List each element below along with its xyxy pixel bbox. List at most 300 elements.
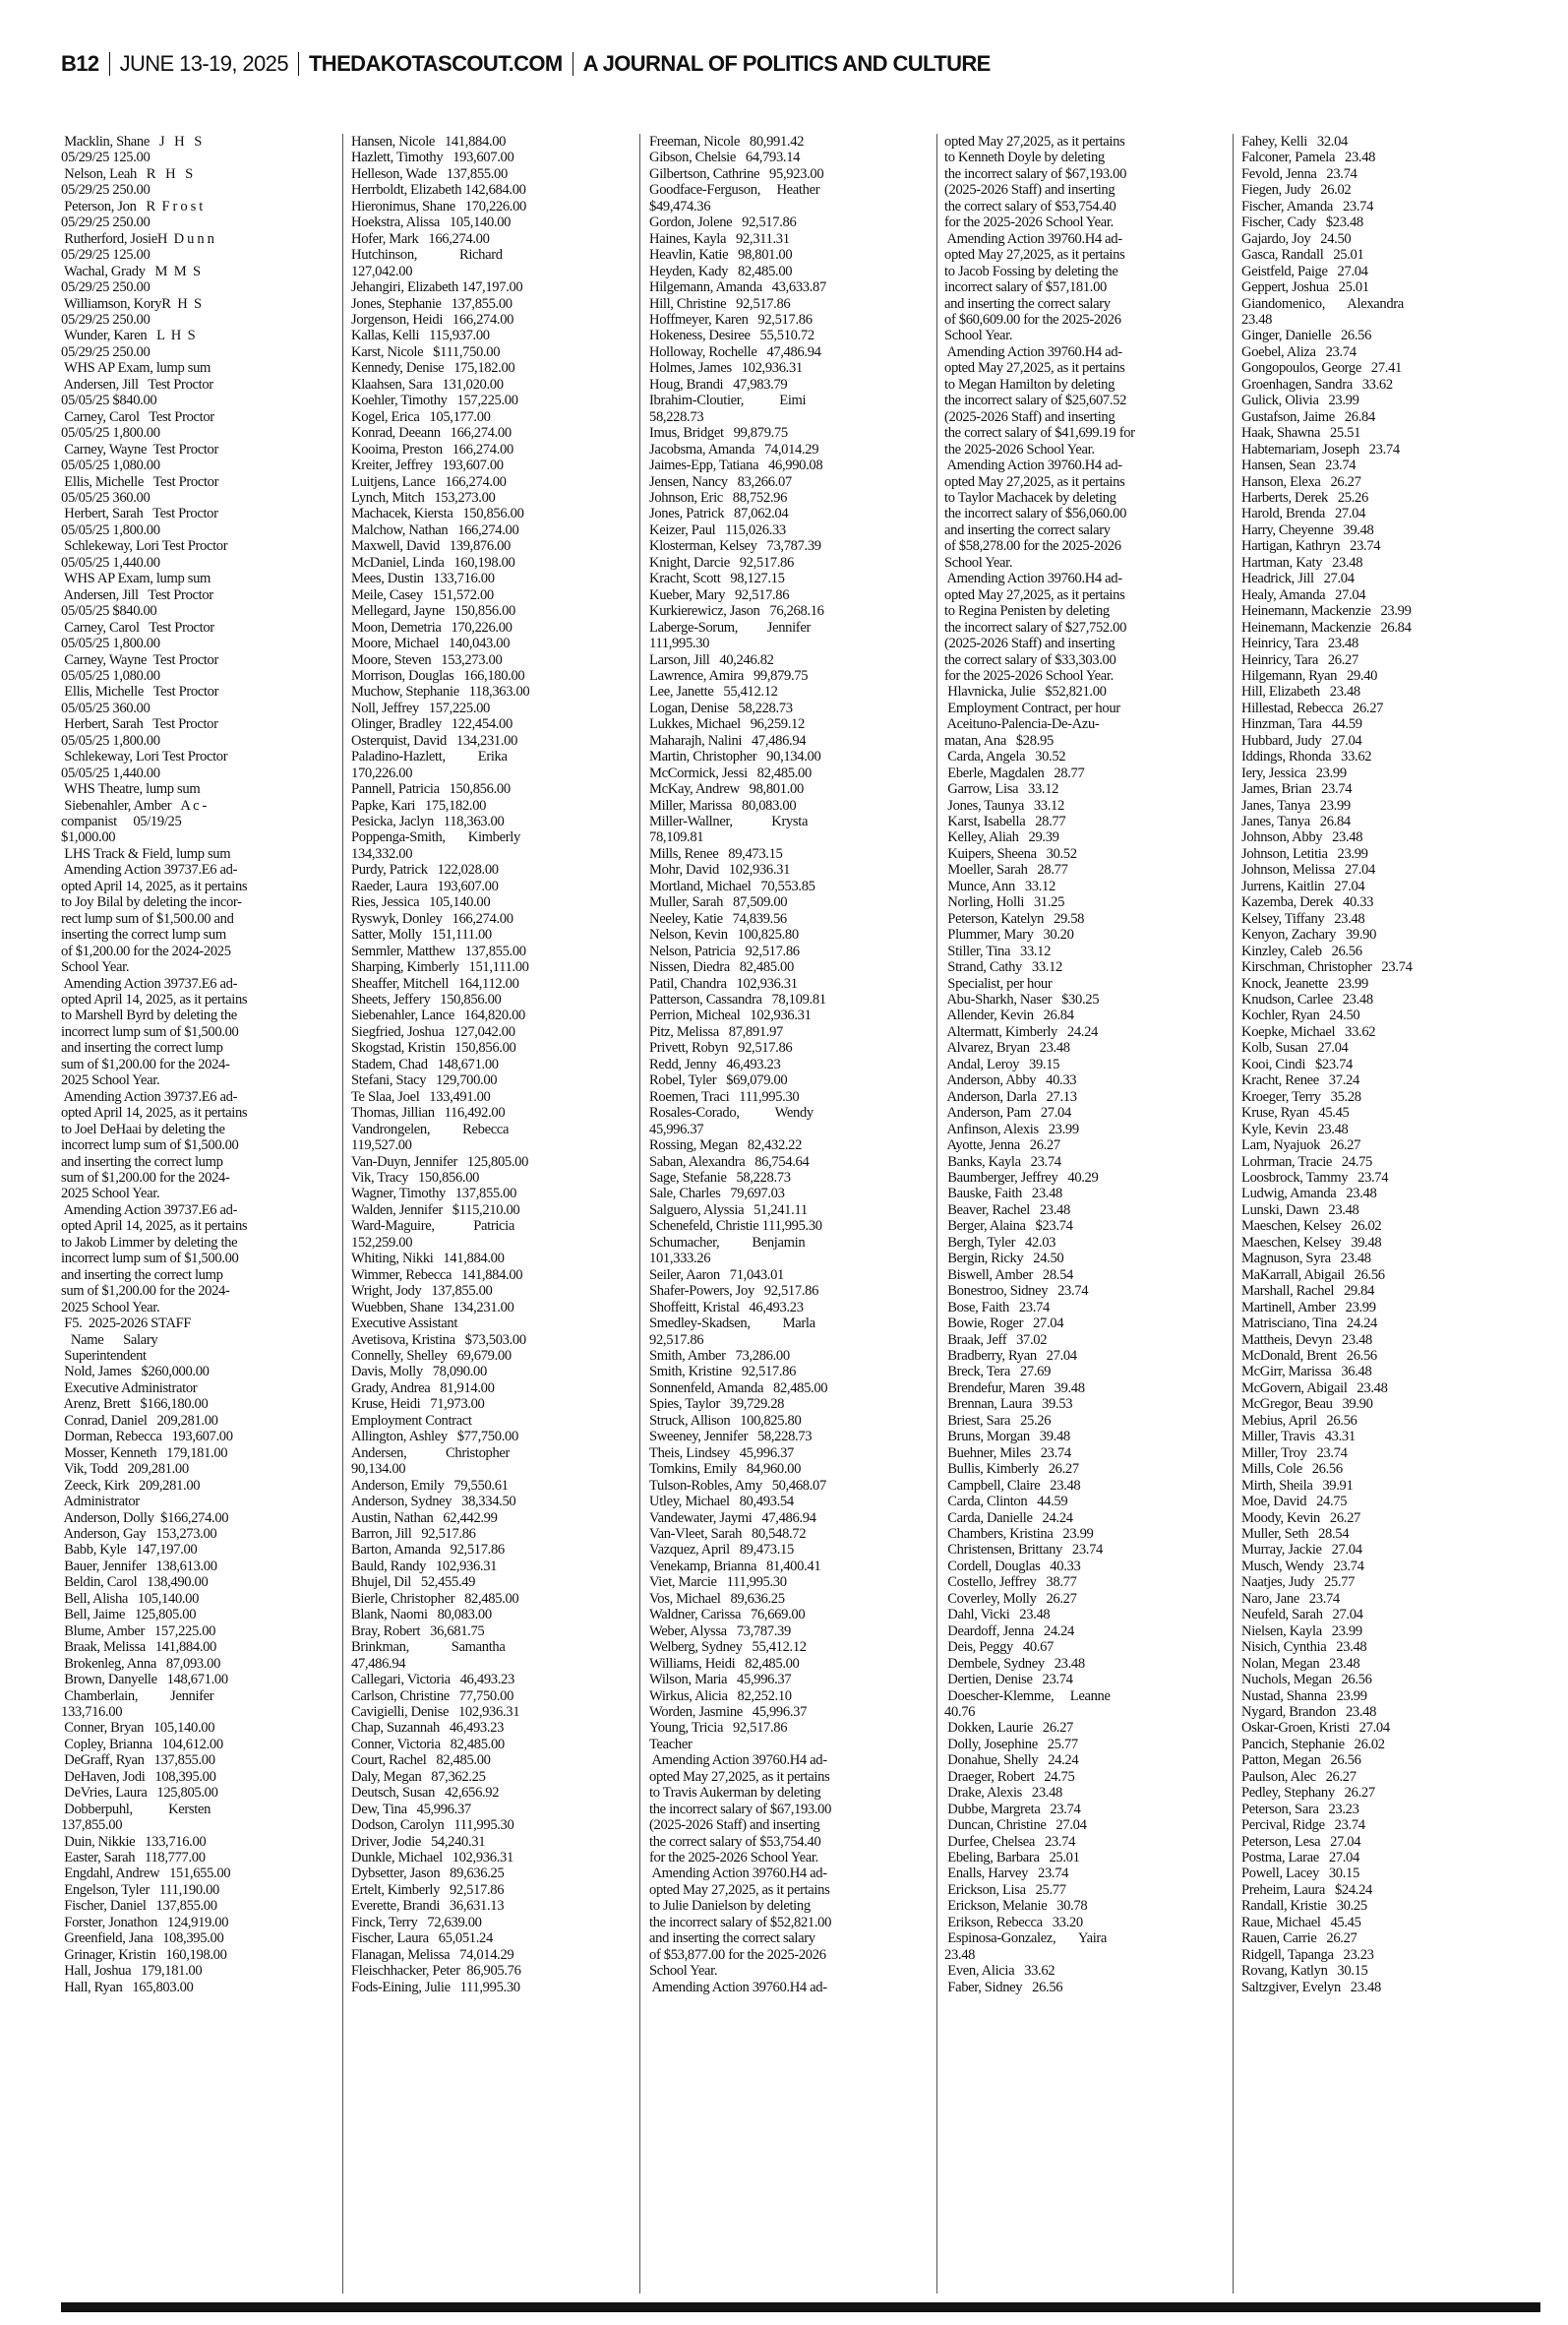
text-line: 05/05/25 $840.00: [61, 393, 157, 409]
text-line: Mebius, April 26.56: [1241, 1412, 1357, 1429]
text-line: Nisich, Cynthia 23.48: [1241, 1639, 1367, 1656]
text-line: (2025-2026 Staff) and inserting: [944, 636, 1116, 652]
text-line: McCormick, Jessi 82,485.00: [649, 765, 812, 781]
text-line: Kochler, Ryan 24.50: [1241, 1008, 1360, 1024]
text-line: Dokken, Laurie 26.27: [944, 1720, 1073, 1737]
text-line: Percival, Ridge 23.74: [1241, 1817, 1365, 1834]
text-line: Naatjes, Judy 25.77: [1241, 1574, 1356, 1591]
text-line: WHS AP Exam, lump sum: [61, 360, 211, 377]
text-line: Patton, Megan 26.56: [1241, 1752, 1361, 1769]
text-line: Shafer-Powers, Joy 92,517.86: [649, 1283, 819, 1300]
text-line: Doescher-Klemme, Leanne: [944, 1687, 1111, 1704]
text-line: Miller, Troy 23.74: [1241, 1444, 1348, 1461]
text-line: Habtemariam, Joseph 23.74: [1241, 441, 1400, 458]
text-line: Executive Administrator: [61, 1379, 198, 1396]
text-line: Deutsch, Susan 42,656.92: [351, 1785, 500, 1802]
text-line: Brown, Danyelle 148,671.00: [61, 1672, 228, 1688]
text-line: Copley, Brianna 104,612.00: [61, 1736, 223, 1752]
text-line: Koehler, Timothy 157,225.00: [351, 393, 518, 409]
text-line: Dodson, Carolyn 111,995.30: [351, 1817, 514, 1834]
text-line: Erickson, Melanie 30.78: [944, 1898, 1088, 1915]
text-line: Anderson, Gay 153,273.00: [61, 1525, 217, 1542]
column-rule: [936, 134, 937, 2294]
text-line: Perrion, Micheal 102,936.31: [649, 1008, 812, 1024]
text-line: Hazlett, Timothy 193,607.00: [351, 150, 514, 166]
issue-date: JUNE 13-19, 2025: [119, 51, 288, 76]
text-line: Breck, Tera 27.69: [944, 1364, 1052, 1380]
text-line: Moody, Kevin 26.27: [1241, 1509, 1360, 1526]
text-line: Randall, Kristie 30.25: [1241, 1898, 1367, 1915]
text-line: 23.48: [944, 1946, 976, 1963]
text-line: Carney, Wayne Test Proctor: [61, 651, 218, 668]
text-line: Fischer, Amanda 23.74: [1241, 198, 1374, 214]
text-line: Bowie, Roger 27.04: [944, 1315, 1064, 1332]
text-line: Mills, Renee 89,473.15: [649, 845, 783, 862]
text-line: Nielsen, Kayla 23.99: [1241, 1622, 1362, 1639]
text-line: Loosbrock, Tammy 23.74: [1241, 1170, 1389, 1186]
text-line: Ludwig, Amanda 23.48: [1241, 1186, 1377, 1202]
text-line: to Jacob Fossing by deleting the: [944, 263, 1118, 279]
text-line: Struck, Allison 100,825.80: [649, 1412, 802, 1429]
text-line: Noll, Jeffrey 157,225.00: [351, 700, 491, 716]
text-line: Ibrahim-Cloutier, Eimi: [649, 393, 807, 409]
text-line: 137,855.00: [61, 1817, 123, 1834]
text-line: Nuchols, Megan 26.56: [1241, 1672, 1372, 1688]
text-line: the correct salary of $41,699.19 for: [944, 425, 1135, 442]
text-line: Dorman, Rebecca 193,607.00: [61, 1429, 233, 1445]
text-line: Nelson, Leah R H S: [61, 165, 193, 182]
text-line: $1,000.00: [61, 829, 116, 846]
text-line: Peterson, Lesa 27.04: [1241, 1833, 1361, 1850]
text-line: Bray, Robert 36,681.75: [351, 1622, 485, 1639]
text-line: Vandrongelen, Rebecca: [351, 1121, 510, 1137]
text-line: 05/05/25 1,800.00: [61, 636, 160, 652]
text-line: Erikson, Rebecca 33.20: [944, 1914, 1083, 1930]
text-line: Fods-Eining, Julie 111,995.30: [351, 1979, 520, 1995]
text-line: Briest, Sara 25.26: [944, 1412, 1052, 1429]
text-line: Kyle, Kevin 23.48: [1241, 1121, 1349, 1137]
text-line: Rauen, Carrie 26.27: [1241, 1930, 1357, 1947]
text-line: Bell, Alisha 105,140.00: [61, 1590, 200, 1607]
column-rule: [639, 134, 640, 2294]
text-line: opted April 14, 2025, as it pertains: [61, 1105, 248, 1122]
text-line: Miller, Marissa 80,083.00: [649, 797, 797, 814]
text-line: Smith, Amber 73,286.00: [649, 1347, 790, 1364]
text-line: Nustad, Shanna 23.99: [1241, 1687, 1367, 1704]
text-line: Privett, Robyn 92,517.86: [649, 1040, 793, 1057]
text-line: Fischer, Cady $23.48: [1241, 214, 1363, 231]
text-line: Gulick, Olivia 23.99: [1241, 393, 1359, 409]
text-line: Kracht, Renee 37.24: [1241, 1072, 1359, 1089]
text-line: Nissen, Diedra 82,485.00: [649, 959, 794, 976]
text-line: Kolb, Susan 27.04: [1241, 1040, 1349, 1057]
text-line: Strand, Cathy 33.12: [944, 959, 1062, 976]
text-line: Braak, Melissa 141,884.00: [61, 1639, 217, 1656]
text-line: 05/05/25 360.00: [61, 489, 151, 506]
text-line: Goodface-Ferguson, Heather: [649, 182, 820, 199]
text-line: Greenfield, Jana 108,395.00: [61, 1930, 224, 1947]
text-line: Tulson-Robles, Amy 50,468.07: [649, 1477, 826, 1494]
text-line: Anderson, Sydney 38,334.50: [351, 1494, 516, 1510]
text-line: Anfinson, Alexis 23.99: [944, 1121, 1079, 1137]
text-line: 05/05/25 1,080.00: [61, 458, 160, 474]
text-line: McKay, Andrew 98,801.00: [649, 781, 804, 798]
text-line: Johnson, Abby 23.48: [1241, 829, 1363, 846]
text-line: Johnson, Melissa 27.04: [1241, 862, 1375, 879]
text-line: Harold, Brenda 27.04: [1241, 506, 1366, 522]
text-line: Employment Contract: [351, 1412, 472, 1429]
text-line: Mattheis, Devyn 23.48: [1241, 1331, 1373, 1348]
text-line: 23.48: [1241, 311, 1273, 328]
text-line: Allington, Ashley $77,750.00: [351, 1429, 518, 1445]
text-line: to Jakob Limmer by deleting the: [61, 1234, 238, 1251]
text-line: James, Brian 23.74: [1241, 781, 1353, 798]
text-line: Bauske, Faith 23.48: [944, 1186, 1062, 1202]
text-line: (2025-2026 Staff) and inserting: [944, 182, 1116, 199]
column-3: [649, 134, 933, 1995]
text-line: McGirr, Marissa 36.48: [1241, 1364, 1372, 1380]
text-line: $49,474.36: [649, 198, 711, 214]
text-line: Easter, Sarah 118,777.00: [61, 1850, 206, 1866]
text-line: rect lump sum of $1,500.00 and: [61, 910, 234, 927]
text-line: 40.76: [944, 1703, 976, 1720]
text-line: Amending Action 39760.H4 ad-: [649, 1979, 827, 1995]
text-line: Kelley, Aliah 29.39: [944, 829, 1059, 846]
text-line: to Julie Danielson by deleting: [649, 1898, 811, 1915]
text-line: Vazquez, April 89,473.15: [649, 1542, 794, 1559]
text-line: Court, Rachel 82,485.00: [351, 1752, 491, 1769]
text-line: Hofer, Mark 166,274.00: [351, 230, 490, 247]
text-line: Freeman, Nicole 80,991.42: [649, 134, 805, 150]
text-line: matan, Ana $28.95: [944, 732, 1054, 749]
text-line: Lawrence, Amira 99,879.75: [649, 667, 809, 684]
text-line: Amending Action 39737.E6 ad-: [61, 862, 238, 879]
text-line: Matrisciano, Tina 24.24: [1241, 1315, 1377, 1332]
text-line: Purdy, Patrick 122,028.00: [351, 862, 499, 879]
text-line: Chamberlain, Jennifer: [61, 1687, 214, 1704]
text-line: Lee, Janette 55,412.12: [649, 684, 778, 701]
text-line: the incorrect salary of $67,193.00: [649, 1801, 832, 1817]
text-line: Wirkus, Alicia 82,252.10: [649, 1687, 792, 1704]
text-line: Ryswyk, Donley 166,274.00: [351, 910, 513, 927]
text-line: Kallas, Kelli 115,937.00: [351, 328, 490, 344]
text-line: Te Slaa, Joel 133,491.00: [351, 1088, 491, 1105]
text-line: Larson, Jill 40,246.82: [649, 651, 774, 668]
text-line: 111,995.30: [649, 636, 710, 652]
text-line: Rosales-Corado, Wendy: [649, 1105, 814, 1122]
text-line: Carney, Carol Test Proctor: [61, 619, 214, 636]
text-line: Tomkins, Emily 84,960.00: [649, 1461, 802, 1478]
text-line: Schenefeld, Christie 111,995.30: [649, 1218, 822, 1235]
text-line: Avetisova, Kristina $73,503.00: [351, 1331, 526, 1348]
text-line: Even, Alicia 33.62: [944, 1963, 1055, 1980]
text-line: Hansen, Sean 23.74: [1241, 458, 1357, 474]
text-line: Kracht, Scott 98,127.15: [649, 571, 785, 587]
text-line: Fischer, Laura 65,051.24: [351, 1930, 493, 1947]
text-line: Ellis, Michelle Test Proctor: [61, 684, 219, 701]
text-line: Hubbard, Judy 27.04: [1241, 732, 1362, 749]
text-line: to Joel DeHaai by deleting the: [61, 1121, 225, 1137]
text-line: opted May 27,2025, as it pertains: [944, 247, 1125, 264]
text-line: Maeschen, Kelsey 26.02: [1241, 1218, 1382, 1235]
text-line: Healy, Amanda 27.04: [1241, 586, 1366, 603]
text-line: Ward-Maguire, Patricia: [351, 1218, 514, 1235]
text-line: Mirth, Sheila 39.91: [1241, 1477, 1354, 1494]
text-line: Name Salary: [61, 1331, 158, 1348]
text-line: Sharping, Kimberly 151,111.00: [351, 959, 529, 976]
text-line: Nygard, Brandon 23.48: [1241, 1703, 1377, 1720]
text-line: Jurrens, Kaitlin 27.04: [1241, 878, 1365, 894]
text-line: School Year.: [649, 1963, 718, 1980]
text-line: Lam, Nyajuok 26.27: [1241, 1137, 1361, 1154]
text-line: Robel, Tyler $69,079.00: [649, 1072, 788, 1089]
text-line: Konrad, Deeann 166,274.00: [351, 425, 512, 442]
text-line: Thomas, Jillian 116,492.00: [351, 1105, 506, 1122]
text-line: the 2025-2026 School Year.: [944, 441, 1095, 458]
text-line: 05/29/25 250.00: [61, 214, 151, 231]
text-line: Duin, Nikkie 133,716.00: [61, 1833, 207, 1850]
text-line: Herbert, Sarah Test Proctor: [61, 716, 218, 733]
text-line: School Year.: [61, 959, 130, 976]
text-line: 05/29/25 250.00: [61, 343, 151, 360]
text-line: Gustafson, Jaime 26.84: [1241, 408, 1375, 425]
text-line: 152,259.00: [351, 1234, 413, 1251]
text-line: Herbert, Sarah Test Proctor: [61, 506, 218, 522]
text-line: Kirschman, Christopher 23.74: [1241, 959, 1413, 976]
text-line: Gongopoulos, George 27.41: [1241, 360, 1402, 377]
text-line: Vos, Michael 89,636.25: [649, 1590, 785, 1607]
text-line: Kooi, Cindi $23.74: [1241, 1056, 1353, 1072]
text-line: Nolan, Megan 23.48: [1241, 1655, 1360, 1672]
text-line: Sonnenfeld, Amanda 82,485.00: [649, 1379, 828, 1396]
text-line: Mellegard, Jayne 150,856.00: [351, 603, 515, 620]
text-line: Everette, Brandi 36,631.13: [351, 1898, 505, 1915]
text-line: to Marshell Byrd by deleting the: [61, 1008, 237, 1024]
text-line: Smedley-Skadsen, Marla: [649, 1315, 815, 1332]
text-line: Walden, Jennifer $115,210.00: [351, 1201, 520, 1218]
text-line: DeGraff, Ryan 137,855.00: [61, 1752, 215, 1769]
text-line: Van-Vleet, Sarah 80,548.72: [649, 1525, 807, 1542]
text-line: Koepke, Michael 33.62: [1241, 1023, 1376, 1040]
text-line: Hilgemann, Ryan 29.40: [1241, 667, 1378, 684]
text-line: Klaahsen, Sara 131,020.00: [351, 376, 504, 393]
text-line: Hartigan, Kathryn 23.74: [1241, 538, 1381, 555]
text-line: McGregor, Beau 39.90: [1241, 1396, 1373, 1413]
text-line: to Travis Aukerman by deleting: [649, 1785, 821, 1802]
text-line: Deardoff, Jenna 24.24: [944, 1622, 1074, 1639]
text-line: Amending Action 39760.H4 ad-: [944, 571, 1122, 587]
text-line: Mills, Cole 26.56: [1241, 1461, 1343, 1478]
text-line: Olinger, Bradley 122,454.00: [351, 716, 513, 733]
text-line: 127,042.00: [351, 263, 413, 279]
text-line: 2025 School Year.: [61, 1072, 160, 1089]
text-line: 05/05/25 1,800.00: [61, 425, 160, 442]
text-line: Amending Action 39760.H4 ad-: [944, 458, 1122, 474]
text-line: DeHaven, Jodi 108,395.00: [61, 1768, 216, 1785]
text-line: Hoekstra, Alissa 105,140.00: [351, 214, 512, 231]
text-line: incorrect lump sum of $1,500.00: [61, 1251, 239, 1267]
text-line: Andersen, Jill Test Proctor: [61, 376, 213, 393]
text-line: Keizer, Paul 115,026.33: [649, 521, 786, 538]
text-line: Spies, Taylor 39,729.28: [649, 1396, 785, 1413]
text-line: 90,134.00: [351, 1461, 406, 1478]
text-line: 133,716.00: [61, 1703, 123, 1720]
text-line: Moe, David 24.75: [1241, 1494, 1348, 1510]
text-line: Giandomenico, Alexandra: [1241, 295, 1404, 312]
text-line: Ridgell, Tapanga 23.23: [1241, 1946, 1374, 1963]
text-line: Theis, Lindsey 45,996.37: [649, 1444, 794, 1461]
text-line: Jones, Patrick 87,062.04: [649, 506, 789, 522]
text-line: Daly, Megan 87,362.25: [351, 1768, 486, 1785]
text-line: Specialist, per hour: [944, 975, 1053, 992]
text-line: the correct salary of $53,754.40: [649, 1833, 821, 1850]
text-line: to Taylor Machacek by deleting: [944, 489, 1116, 506]
text-line: Weber, Alyssa 73,787.39: [649, 1622, 791, 1639]
text-line: Johnson, Letitia 23.99: [1241, 845, 1368, 862]
text-line: Fevold, Jenna 23.74: [1241, 165, 1357, 182]
text-line: Employment Contract, per hour: [944, 700, 1120, 716]
text-line: Jaimes-Epp, Tatiana 46,990.08: [649, 458, 823, 474]
text-line: Roemen, Traci 111,995.30: [649, 1088, 800, 1105]
text-line: Musch, Wendy 23.74: [1241, 1558, 1364, 1574]
text-line: Anderson, Pam 27.04: [944, 1105, 1071, 1122]
text-line: Hokeness, Desiree 55,510.72: [649, 328, 814, 344]
text-line: Kennedy, Denise 175,182.00: [351, 360, 515, 377]
text-line: Altermatt, Kimberly 24.24: [944, 1023, 1098, 1040]
text-line: of $1,200.00 for the 2024-2025: [61, 943, 231, 959]
text-line: 05/05/25 1,800.00: [61, 521, 160, 538]
text-line: Wimmer, Rebecca 141,884.00: [351, 1266, 523, 1283]
text-line: Skogstad, Kristin 150,856.00: [351, 1040, 516, 1057]
text-line: Peterson, Sara 23.23: [1241, 1801, 1359, 1817]
text-line: opted May 27,2025, as it pertains: [944, 586, 1125, 603]
text-line: Amending Action 39737.E6 ad-: [61, 975, 238, 992]
text-line: Geistfeld, Paige 27.04: [1241, 263, 1368, 279]
text-line: WHS AP Exam, lump sum: [61, 571, 211, 587]
text-line: Osterquist, David 134,231.00: [351, 732, 518, 749]
text-line: Connelly, Shelley 69,679.00: [351, 1347, 512, 1364]
text-line: Espinosa-Gonzalez, Yaira: [944, 1930, 1108, 1947]
text-line: Gibson, Chelsie 64,793.14: [649, 150, 801, 166]
text-line: Amending Action 39760.H4 ad-: [649, 1866, 827, 1882]
text-line: Brendefur, Maren 39.48: [944, 1379, 1085, 1396]
text-line: 05/05/25 1,800.00: [61, 732, 160, 749]
text-line: Nelson, Kevin 100,825.80: [649, 927, 799, 944]
text-line: Vik, Todd 209,281.00: [61, 1461, 189, 1478]
text-line: Carney, Carol Test Proctor: [61, 408, 214, 425]
text-line: companist 05/19/25: [61, 814, 182, 830]
text-line: Hlavnicka, Julie $52,821.00: [944, 684, 1107, 701]
text-line: 134,332.00: [351, 845, 413, 862]
text-line: Aceituno-Palencia-De-Azu-: [944, 716, 1100, 733]
text-line: Karst, Isabella 28.77: [944, 814, 1066, 830]
text-line: the incorrect salary of $67,193.00: [944, 165, 1127, 182]
text-line: Mohr, David 102,936.31: [649, 862, 791, 879]
text-line: Headrick, Jill 27.04: [1241, 571, 1355, 587]
text-line: Wuebben, Shane 134,231.00: [351, 1299, 514, 1315]
text-line: Patil, Chandra 102,936.31: [649, 975, 798, 992]
text-line: Naro, Jane 23.74: [1241, 1590, 1340, 1607]
tagline: A JOURNAL OF POLITICS AND CULTURE: [582, 51, 991, 76]
text-line: Anderson, Abby 40.33: [944, 1072, 1077, 1089]
text-line: Pesicka, Jaclyn 118,363.00: [351, 814, 505, 830]
text-line: Executive Assistant: [351, 1315, 458, 1332]
text-line: Engelson, Tyler 111,190.00: [61, 1881, 219, 1898]
text-line: Amending Action 39760.H4 ad-: [944, 230, 1122, 247]
text-line: Miller-Wallner, Krysta: [649, 814, 809, 830]
text-line: Stefani, Stacy 129,700.00: [351, 1072, 498, 1089]
text-line: Kogel, Erica 105,177.00: [351, 408, 491, 425]
text-line: Fiegen, Judy 26.02: [1241, 182, 1352, 199]
text-line: 2025 School Year.: [61, 1299, 160, 1315]
text-line: Venekamp, Brianna 81,400.41: [649, 1558, 821, 1574]
text-line: Garrow, Lisa 33.12: [944, 781, 1059, 798]
text-line: Hieronimus, Shane 170,226.00: [351, 198, 526, 214]
text-line: LHS Track & Field, lump sum: [61, 845, 231, 862]
text-line: Amending Action 39737.E6 ad-: [61, 1201, 238, 1218]
text-line: Carney, Wayne Test Proctor: [61, 441, 218, 458]
text-line: Anderson, Darla 27.13: [944, 1088, 1077, 1105]
text-line: opted April 14, 2025, as it pertains: [61, 1218, 248, 1235]
text-line: Brennan, Laura 39.53: [944, 1396, 1073, 1413]
text-line: Pitz, Melissa 87,891.97: [649, 1023, 783, 1040]
text-line: incorrect salary of $57,181.00: [944, 279, 1107, 296]
text-line: Worden, Jasmine 45,996.37: [649, 1703, 808, 1720]
text-line: 45,996.37: [649, 1121, 704, 1137]
text-line: Harberts, Derek 25.26: [1241, 489, 1368, 506]
text-line: Abu-Sharkh, Naser $30.25: [944, 992, 1100, 1009]
text-line: Davis, Molly 78,090.00: [351, 1364, 487, 1380]
text-line: Sweeney, Jennifer 58,228.73: [649, 1429, 813, 1445]
text-line: Grady, Andrea 81,914.00: [351, 1379, 495, 1396]
text-line: Christensen, Brittany 23.74: [944, 1542, 1103, 1559]
text-line: Mortland, Michael 70,553.85: [649, 878, 815, 894]
text-line: the incorrect salary of $52,821.00: [649, 1914, 832, 1930]
text-line: Gordon, Jolene 92,517.86: [649, 214, 797, 231]
text-line: Jones, Taunya 33.12: [944, 797, 1064, 814]
text-line: Conner, Bryan 105,140.00: [61, 1720, 215, 1737]
text-line: Chap, Suzannah 46,493.23: [351, 1720, 505, 1737]
text-line: Klosterman, Kelsey 73,787.39: [649, 538, 821, 555]
text-line: Stiller, Tina 33.12: [944, 943, 1052, 959]
text-line: Mees, Dustin 133,716.00: [351, 571, 495, 587]
text-line: Heinricy, Tara 23.48: [1241, 636, 1358, 652]
text-line: Hall, Ryan 165,803.00: [61, 1979, 194, 1995]
text-line: Holmes, James 102,936.31: [649, 360, 803, 377]
text-line: Waldner, Carissa 76,669.00: [649, 1607, 806, 1623]
text-line: Wagner, Timothy 137,855.00: [351, 1186, 517, 1202]
text-line: Peterson, Katelyn 29.58: [944, 910, 1085, 927]
text-line: Eberle, Magdalen 28.77: [944, 765, 1085, 781]
text-line: Allender, Kevin 26.84: [944, 1008, 1074, 1024]
text-line: Hillestad, Rebecca 26.27: [1241, 700, 1384, 716]
text-line: Jacobsma, Amanda 74,014.29: [649, 441, 819, 458]
page-number: B12: [61, 51, 99, 76]
text-line: Conner, Victoria 82,485.00: [351, 1736, 505, 1752]
text-line: Dobberpuhl, Kersten: [61, 1801, 211, 1817]
text-line: Bose, Faith 23.74: [944, 1299, 1050, 1315]
text-line: Dunkle, Michael 102,936.31: [351, 1850, 513, 1866]
column-1: [61, 134, 344, 1995]
text-line: for the 2025-2026 School Year.: [649, 1850, 818, 1866]
text-line: Kreiter, Jeffrey 193,607.00: [351, 458, 504, 474]
text-line: Blume, Amber 157,225.00: [61, 1622, 216, 1639]
text-line: F5. 2025-2026 STAFF: [61, 1315, 192, 1332]
text-line: Duncan, Christine 27.04: [944, 1817, 1087, 1834]
text-line: Blank, Naomi 80,083.00: [351, 1607, 492, 1623]
text-line: Cordell, Douglas 40.33: [944, 1558, 1081, 1574]
text-line: Geppert, Joshua 25.01: [1241, 279, 1369, 296]
